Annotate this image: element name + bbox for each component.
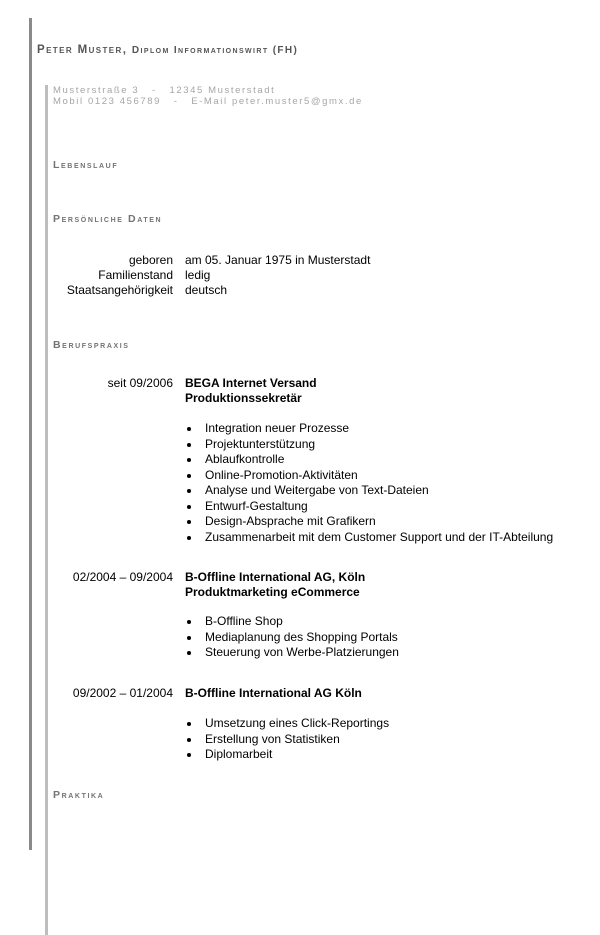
list-item: Zusammenarbeit mit dem Customer Support und der IT-Abteilung: [185, 530, 553, 546]
job-date: 09/2002 – 01/2004: [72, 686, 173, 700]
job-task-list: [185, 716, 389, 763]
list-item: Erstellung von Statistiken: [185, 732, 389, 748]
list-item: Diplomarbeit: [185, 747, 389, 763]
personal-value: deutsch: [185, 283, 228, 297]
job-task-list: [185, 614, 399, 661]
list-item: Umsetzung eines Click-Reportings: [185, 716, 389, 732]
list-item: Projektunterstützung: [185, 437, 553, 453]
job-task-list: [185, 421, 553, 545]
personal-label: geboren: [128, 253, 173, 267]
personal-value: ledig: [185, 268, 211, 282]
job-company: BEGA Internet Versand: [185, 376, 317, 390]
section-title-praktika: Praktika: [53, 789, 105, 801]
job-date: seit 09/2006: [107, 376, 173, 390]
list-item: B-Offline Shop: [185, 614, 399, 630]
applicant-degree: Diplom Informationswirt (FH): [131, 45, 299, 56]
list-item: Ablaufkontrolle: [185, 452, 553, 468]
page-margin-rule: [29, 18, 32, 850]
applicant-name: Peter Muster,: [37, 44, 128, 56]
list-item: Analyse und Weitergabe von Text-Dateien: [185, 483, 553, 499]
job-position: Produktionssekretär: [185, 391, 302, 405]
personal-label: Staatsangehörigkeit: [66, 283, 173, 297]
job-company: B-Offline International AG Köln: [185, 686, 362, 700]
list-item: Integration neuer Prozesse: [185, 421, 553, 437]
list-item: Design-Absprache mit Grafikern: [185, 514, 553, 530]
list-item: Steuerung von Werbe-Platzierungen: [185, 645, 399, 661]
contact-phone-email: Mobil 0123 456789 - E-Mail peter.muster5@gmx.de: [53, 96, 363, 107]
section-title-berufspraxis: Berufspraxis: [53, 339, 130, 351]
list-item: Mediaplanung des Shopping Portals: [185, 630, 399, 646]
page-title: [37, 44, 298, 56]
job-position: Produktmarketing eCommerce: [185, 585, 360, 599]
contact-address: Musterstraße 3 - 12345 Musterstadt: [53, 85, 276, 96]
job-date: 02/2004 – 09/2004: [72, 570, 173, 584]
job-company: B-Offline International AG, Köln: [185, 570, 366, 584]
section-title-lebenslauf: Lebenslauf: [53, 159, 119, 171]
personal-label: Familienstand: [98, 268, 173, 282]
section-title-persoenliche-daten: Persönliche Daten: [53, 213, 163, 225]
personal-value: am 05. Januar 1975 in Musterstadt: [185, 253, 371, 267]
list-item: Entwurf-Gestaltung: [185, 499, 553, 515]
list-item: Online-Promotion-Aktivitäten: [185, 468, 553, 484]
